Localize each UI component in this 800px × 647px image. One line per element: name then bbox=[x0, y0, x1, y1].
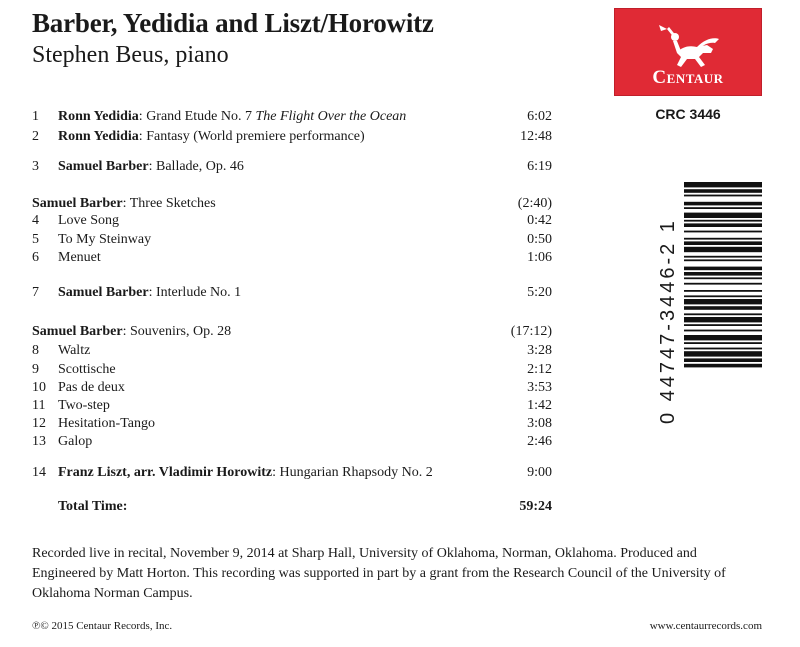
track-number: 9 bbox=[32, 362, 39, 377]
track-row bbox=[32, 283, 552, 303]
track-title: Samuel Barber: Interlude No. 1 bbox=[58, 285, 242, 300]
track-duration: 9:00 bbox=[527, 465, 552, 480]
work-title: Ballade, Op. 46 bbox=[156, 159, 244, 174]
track-title bbox=[58, 396, 110, 416]
track-row bbox=[32, 127, 552, 147]
track-title bbox=[58, 414, 155, 434]
barcode-bar bbox=[684, 267, 762, 271]
barcode-bar bbox=[684, 348, 762, 350]
barcode-bar bbox=[684, 238, 762, 240]
track-title bbox=[58, 432, 92, 452]
track-duration: (2:40) bbox=[517, 196, 552, 211]
track-title bbox=[58, 378, 125, 398]
work-title: Souvenirs, Op. 28 bbox=[130, 324, 232, 339]
barcode-bar bbox=[684, 330, 762, 332]
barcode-bar bbox=[684, 223, 762, 227]
track-duration: (17:12) bbox=[510, 324, 552, 339]
barcode-digits: 0 44747-3446-2 1 bbox=[657, 218, 679, 424]
track-number: 5 bbox=[32, 232, 39, 247]
track-duration: 2:12 bbox=[527, 362, 552, 377]
work-title: To My Steinway bbox=[58, 232, 152, 247]
track-duration: 1:06 bbox=[527, 250, 552, 265]
track-row bbox=[32, 378, 552, 398]
centaur-logo bbox=[614, 8, 762, 96]
total-time-value: 59:24 bbox=[519, 499, 552, 514]
work-title: Hungarian Rhapsody No. 2 bbox=[279, 465, 433, 480]
track-duration: 5:20 bbox=[527, 285, 552, 300]
work-title: Two-step bbox=[58, 398, 110, 413]
barcode-bar bbox=[684, 213, 762, 218]
barcode-bar bbox=[684, 195, 762, 197]
barcode-bar bbox=[684, 290, 762, 292]
track-number: 7 bbox=[32, 285, 39, 300]
track-row bbox=[32, 230, 552, 250]
work-title: Fantasy (World premiere performance) bbox=[146, 129, 365, 144]
website: www.centaurrecords.com bbox=[649, 620, 762, 632]
track-number: 1 bbox=[32, 109, 39, 124]
composer-name: Samuel Barber bbox=[58, 285, 149, 300]
track-title: Samuel Barber: Ballade, Op. 46 bbox=[58, 159, 244, 174]
track-title: Samuel Barber: Souvenirs, Op. 28 bbox=[32, 324, 232, 339]
composer-name: Samuel Barber bbox=[32, 196, 123, 211]
composer-name: Samuel Barber bbox=[58, 159, 149, 174]
barcode-bar bbox=[684, 306, 762, 310]
barcode-bar bbox=[684, 277, 762, 279]
track-duration: 6:02 bbox=[527, 109, 552, 124]
barcode-bar bbox=[684, 182, 762, 187]
track-number: 4 bbox=[32, 213, 39, 228]
barcode-bar bbox=[684, 241, 762, 245]
track-number: 3 bbox=[32, 159, 39, 174]
recording-notes: Recorded live in recital, November 9, 2014 at Sharp Hall, University of Oklahoma, Norman, Oklahoma. Produced and Engineered by Matt Horton. This recording was supported in part by a grant from the Research Council of the University of Oklahoma Norman Campus. bbox=[32, 546, 726, 601]
track-duration: 1:42 bbox=[527, 398, 552, 413]
barcode-bar bbox=[684, 317, 762, 322]
work-title: Menuet bbox=[58, 250, 101, 265]
track-row bbox=[32, 157, 552, 177]
track-title bbox=[58, 211, 119, 231]
track-row bbox=[32, 463, 552, 483]
composer-name: Ronn Yedidia bbox=[58, 109, 139, 124]
track-title: Ronn Yedidia: Grand Etude No. 7 The Flight Over the Ocean bbox=[58, 109, 407, 124]
track-number: 8 bbox=[32, 343, 39, 358]
track-row bbox=[32, 432, 552, 452]
barcode-bar bbox=[684, 358, 762, 362]
barcode-bar bbox=[684, 202, 762, 206]
work-title: Galop bbox=[58, 434, 93, 449]
composer-name: Samuel Barber bbox=[32, 324, 123, 339]
track-duration: 3:28 bbox=[527, 343, 552, 358]
work-title: Scottische bbox=[58, 362, 116, 377]
track-number: 2 bbox=[32, 129, 39, 144]
barcode-bar bbox=[684, 207, 762, 209]
barcode-bar bbox=[684, 335, 762, 340]
barcode-bar bbox=[684, 259, 762, 261]
track-duration: 3:53 bbox=[527, 380, 552, 395]
logo-brand-text: Centaur bbox=[652, 67, 724, 88]
total-time-row bbox=[32, 497, 552, 517]
work-group-header bbox=[32, 322, 552, 342]
catalog-number: CRC 3446 bbox=[655, 106, 721, 122]
barcode-bar bbox=[684, 256, 762, 258]
track-duration: 6:19 bbox=[527, 159, 552, 174]
track-title bbox=[58, 248, 101, 268]
barcode-bar bbox=[684, 189, 762, 193]
barcode-bar bbox=[684, 295, 762, 297]
work-title: Love Song bbox=[58, 213, 120, 228]
work-title: Interlude No. 1 bbox=[156, 285, 242, 300]
barcode-bar bbox=[684, 272, 762, 276]
track-title bbox=[58, 230, 151, 250]
total-time-label: Total Time: bbox=[58, 499, 128, 514]
track-title: Ronn Yedidia: Fantasy (World premiere performance) bbox=[58, 129, 365, 144]
composer-name: Ronn Yedidia bbox=[58, 129, 139, 144]
track-row bbox=[32, 396, 552, 416]
track-row bbox=[32, 248, 552, 268]
track-number: 6 bbox=[32, 250, 39, 265]
work-title: Hesitation-Tango bbox=[58, 416, 155, 431]
barcode-bar bbox=[684, 351, 762, 356]
track-duration: 0:42 bbox=[527, 213, 552, 228]
track-number: 13 bbox=[32, 434, 46, 449]
performer: Stephen Beus, piano bbox=[32, 42, 229, 68]
work-title: Waltz bbox=[58, 343, 91, 358]
barcode-bar bbox=[684, 220, 762, 222]
barcode-bar bbox=[684, 231, 762, 233]
barcode-bar bbox=[684, 324, 762, 326]
track-title: Franz Liszt, arr. Vladimir Horowitz: Hungarian Rhapsody No. 2 bbox=[58, 465, 433, 480]
barcode-bar bbox=[684, 342, 762, 344]
barcode-bar bbox=[684, 283, 762, 285]
track-row bbox=[32, 211, 552, 231]
track-duration: 3:08 bbox=[527, 416, 552, 431]
work-subtitle: The Flight Over the Ocean bbox=[255, 109, 407, 124]
track-title: Samuel Barber: Three Sketches bbox=[32, 196, 216, 211]
track-row bbox=[32, 107, 552, 127]
copyright: ℗© 2015 Centaur Records, Inc. bbox=[32, 620, 173, 632]
track-title bbox=[58, 341, 90, 361]
track-number: 11 bbox=[32, 398, 46, 413]
track-duration: 0:50 bbox=[527, 232, 552, 247]
work-title: Pas de deux bbox=[58, 380, 125, 395]
album-title: Barber, Yedidia and Liszt/Horowitz bbox=[32, 8, 434, 38]
barcode-bar bbox=[684, 313, 762, 315]
track-number: 12 bbox=[32, 416, 46, 431]
track-number: 14 bbox=[32, 465, 46, 480]
track-duration: 2:46 bbox=[527, 434, 552, 449]
track-row bbox=[32, 414, 552, 434]
track-row bbox=[32, 341, 552, 361]
track-row bbox=[32, 360, 552, 380]
barcode-bar bbox=[684, 364, 762, 368]
track-number: 10 bbox=[32, 380, 46, 395]
track-title bbox=[58, 360, 116, 380]
barcode-bar bbox=[684, 299, 762, 304]
work-title: Three Sketches bbox=[129, 196, 216, 211]
track-duration: 12:48 bbox=[520, 129, 552, 144]
work-title: Grand Etude No. 7 bbox=[146, 109, 252, 124]
composer-name: Franz Liszt, arr. Vladimir Horowitz bbox=[58, 465, 273, 480]
barcode-bar bbox=[684, 247, 762, 252]
